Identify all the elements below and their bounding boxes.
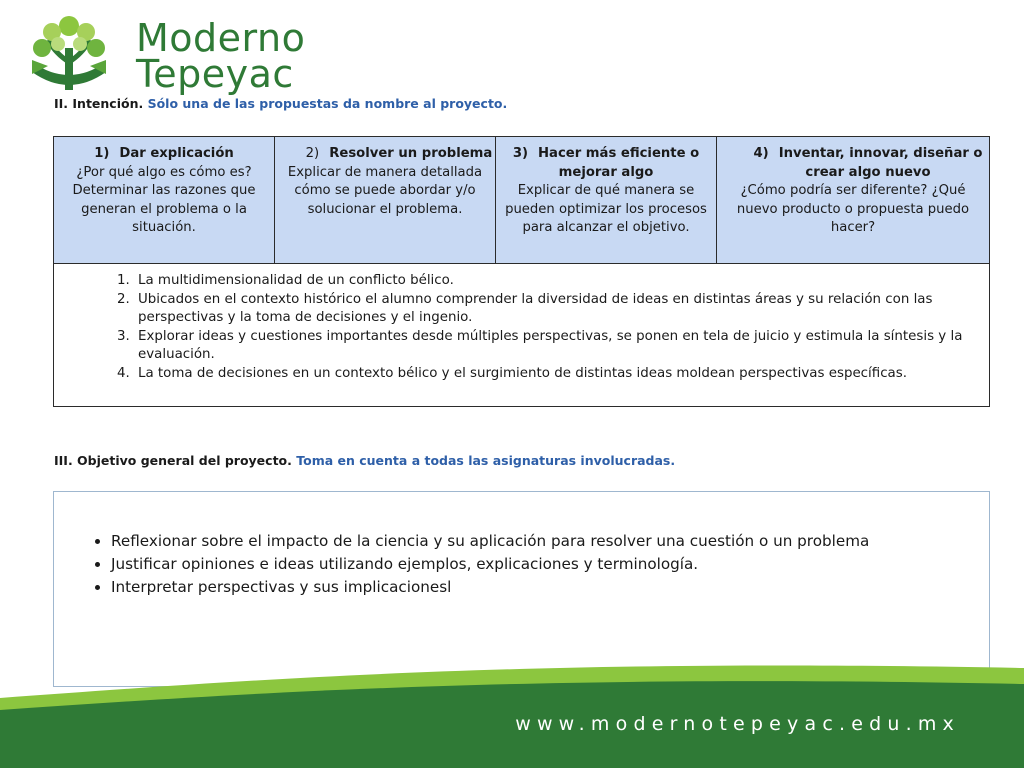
intencion-label: II. Intención. (54, 96, 144, 111)
objetivo-hint: Toma en cuenta a todas las asignaturas involucradas. (296, 453, 676, 468)
option-cell-1 (54, 137, 275, 264)
intention-options-table (53, 136, 990, 407)
list-item: 3. Explorar ideas y cuestiones importantes desde múltiples perspectivas, se ponen en tela de juicio y estimula la síntesis y la evaluación. (134, 328, 979, 365)
website-url[interactable]: www.modernotepeyac.edu.mx (515, 713, 960, 735)
list-item: • Justificar opiniones e ideas utilizando ejemplos, explicaciones y terminología. (111, 553, 989, 576)
list-item: • Interpretar perspectivas y sus implicacionesl (111, 576, 989, 599)
option-description: ¿Por qué algo es cómo es? Determinar las razones que generan el problema o la situación. (72, 164, 256, 236)
option-description: Explicar de manera detallada cómo se puede abordar y/o solucionar el problema. (287, 164, 483, 217)
logo-line-2: Tepeyac (136, 52, 294, 96)
objetivo-label: III. Objetivo general del proyecto. (54, 453, 292, 468)
option-cell-2 (275, 137, 496, 264)
intencion-heading (54, 96, 507, 111)
option-cell-4 (717, 137, 990, 264)
option-title: 4) Inventar, innovar, diseñar o crear algo nuevo (753, 146, 983, 180)
list-item: • Reflexionar sobre el impacto de la ciencia y su aplicación para resolver una cuestión o un problema (111, 530, 989, 553)
option-description: ¿Cómo podría ser diferente? ¿Qué nuevo producto o propuesta puedo hacer? (736, 183, 970, 236)
list-item: 2. Ubicados en el contexto histórico el alumno comprender la diversidad de ideas en distintas áreas y su relación con las perspectivas y la toma de decisiones y el ingenio. (134, 291, 979, 328)
objetivo-heading (54, 453, 675, 468)
option-cell-3 (496, 137, 717, 264)
list-item: 1. La multidimensionalidad de un conflicto bélico. (134, 272, 979, 291)
option-description: Explicar de qué manera se pueden optimizar los procesos para alcanzar el objetivo. (505, 183, 707, 236)
intent-list (54, 272, 989, 384)
list-item: 4. La toma de decisiones en un contexto bélico y el surgimiento de distintas ideas moldean perspectivas específicas. (134, 365, 979, 384)
logo-wordmark (136, 16, 336, 96)
option-title: 3) Hacer más eficiente o mejorar algo (512, 146, 700, 180)
objectives-list (54, 530, 989, 599)
intent-items-cell (54, 264, 990, 407)
logo-line-1: Moderno (136, 16, 306, 60)
intencion-hint: Sólo una de las propuestas da nombre al proyecto. (147, 96, 508, 111)
footer-wave (0, 640, 1024, 768)
tree-logo-icon (28, 10, 110, 94)
logo (28, 10, 318, 94)
option-title: 1) Dar explicación (94, 146, 234, 161)
option-title: 2) Resolver un problema (305, 146, 493, 161)
